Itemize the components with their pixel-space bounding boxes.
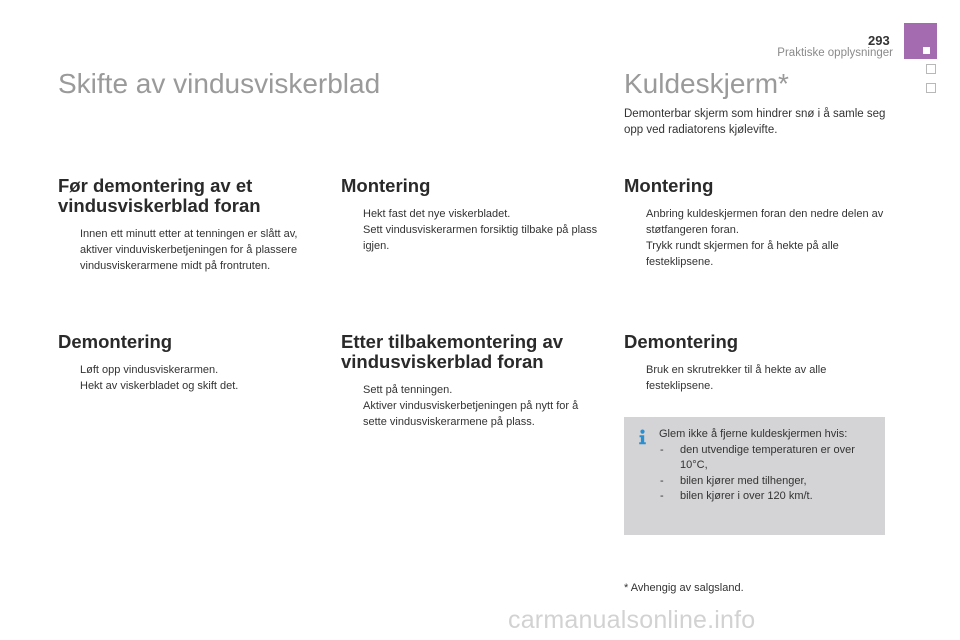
info-icon	[635, 429, 650, 445]
list-item: - bilen kjører i over 120 km/t.	[660, 490, 813, 502]
section-heading: Demontering	[624, 331, 739, 352]
chapter-tab-box	[926, 83, 936, 93]
note-lead: Glem ikke å fjerne kuldeskjermen hvis:	[659, 428, 848, 440]
list-item: Løft opp vindusviskerarmen.	[80, 364, 219, 376]
section-before-removal	[58, 176, 308, 274]
list-item: Anbring kuldeskjermen foran den nedre delen av støtfangeren foran.	[646, 208, 884, 236]
list-item: Innen ett minutt etter at tenningen er slått av, aktiver vinduviskerbetjeningen for å plassere vindusviskerarmene midt på frontruten.	[80, 228, 298, 272]
note-list	[659, 443, 873, 505]
section-after-remounting	[341, 332, 603, 430]
right-page-title: Kuldeskjerm*	[624, 68, 789, 99]
section-removal-cold-screen	[624, 332, 886, 394]
list-item: Hekt av viskerbladet og skift det.	[80, 380, 239, 392]
section-heading: Demontering	[58, 331, 173, 352]
left-page-title: Skifte av vindusviskerblad	[58, 68, 381, 99]
section-mounting-cold-screen	[624, 176, 886, 270]
list-item: Sett vindusviskerarmen forsiktig tilbake på plass igjen.	[363, 224, 598, 252]
list-item: Aktiver vindusviskerbetjeningen på nytt for å sette vindusviskerarmene på plass.	[363, 400, 579, 428]
chapter-tab-marker	[923, 47, 930, 54]
intro-text: Demonterbar skjerm som hindrer snø i å samle seg opp ved radiatorens kjølevifte.	[624, 108, 886, 136]
list-item: Sett på tenningen.	[363, 384, 453, 396]
chapter-tab-box	[926, 64, 936, 74]
section-heading: Montering	[624, 175, 714, 196]
bullet-list	[624, 362, 886, 394]
section-heading: Før demontering av et vindusviskerblad foran	[58, 175, 261, 216]
bullet-list	[58, 362, 308, 394]
list-item: - bilen kjører med tilhenger,	[660, 474, 807, 487]
list-item: Hekt fast det nye viskerbladet.	[363, 208, 511, 220]
watermark: carmanualsonline.info	[508, 606, 756, 634]
section-heading: Montering	[341, 175, 431, 196]
section-mounting-wiper	[341, 176, 603, 254]
bullet-list	[624, 206, 886, 270]
list-item: Trykk rundt skjermen for å hekte på alle festeklipsene.	[646, 240, 839, 268]
footnote: * Avhengig av salgsland.	[624, 582, 744, 594]
bullet-list	[58, 226, 308, 274]
section-heading: Etter tilbakemontering av vindusviskerblad foran	[341, 331, 564, 372]
list-item: Bruk en skrutrekker til å hekte av alle festeklipsene.	[646, 364, 827, 392]
list-item: - den utvendige temperaturen er over 10°C,	[660, 443, 855, 471]
bullet-list	[341, 382, 603, 430]
bullet-list	[341, 206, 603, 254]
info-note-box	[624, 417, 885, 535]
page-number: 293	[868, 33, 890, 48]
chapter-tab-active	[904, 23, 937, 59]
section-removal-wiper	[58, 332, 308, 394]
section-name: Praktiske opplysninger	[777, 47, 893, 59]
